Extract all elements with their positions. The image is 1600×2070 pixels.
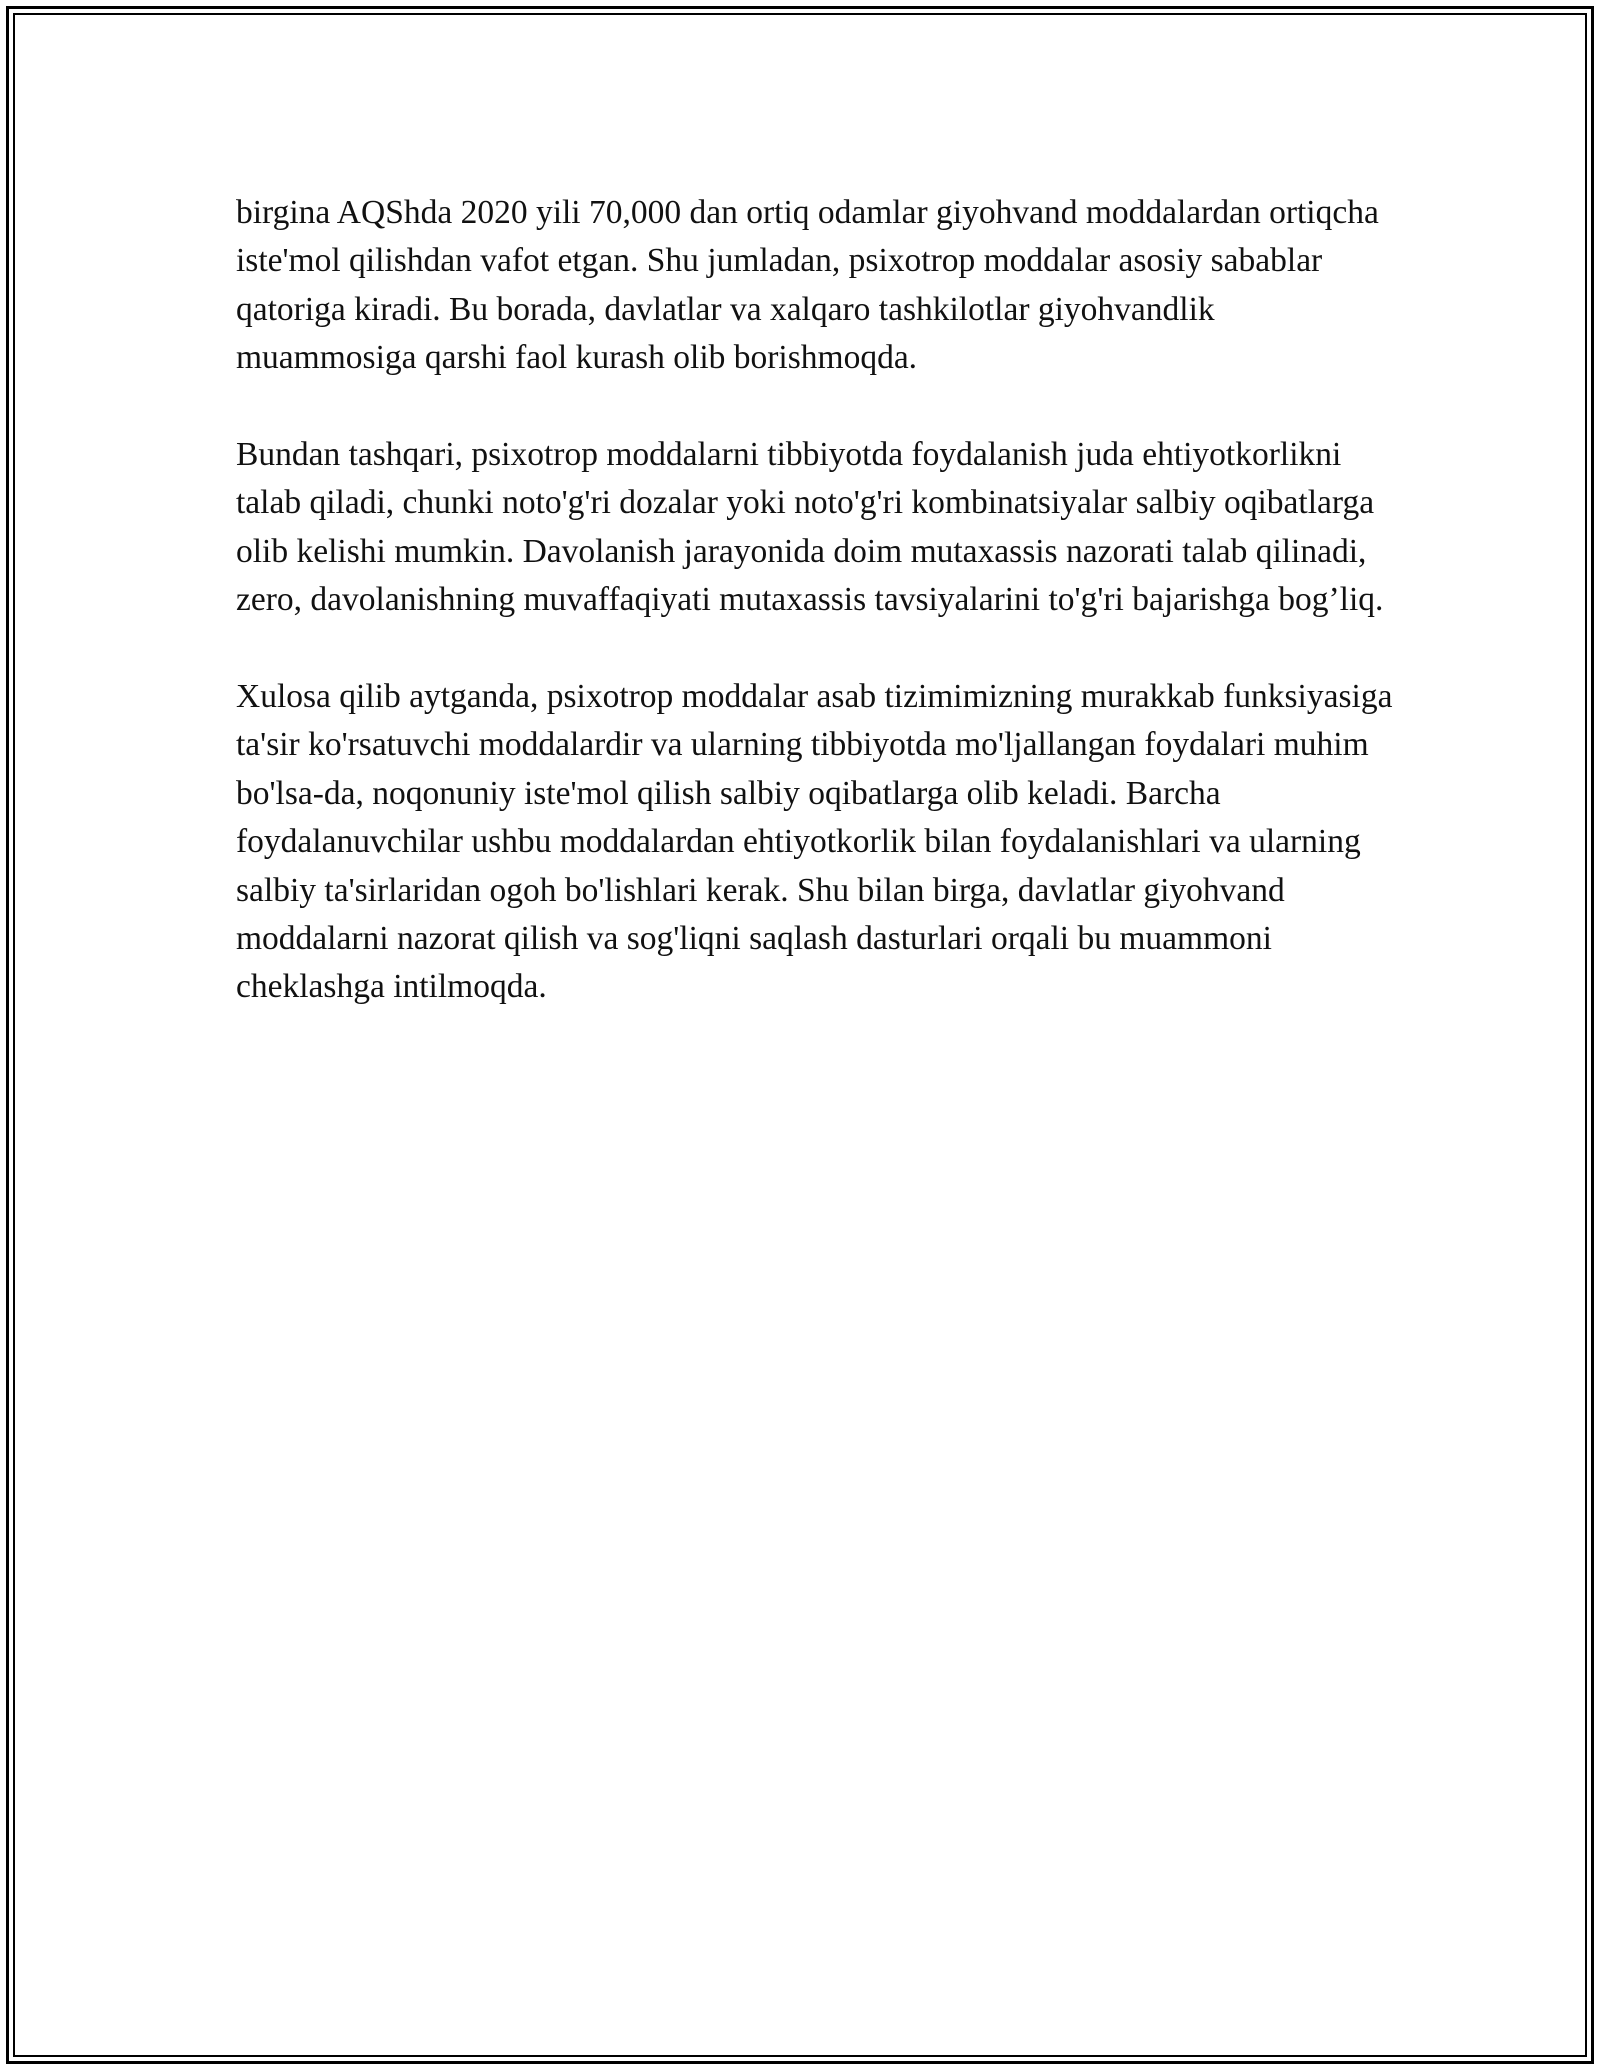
document-body bbox=[236, 189, 1396, 1060]
page-border bbox=[6, 6, 1594, 2064]
paragraph-2: Bundan tashqari, psixotrop moddalarni tibbiyotda foydalanish juda ehtiyotkorlikni talab qiladi, chunki noto'g'ri dozalar yoki noto'g'ri kombinatsiyalar salbiy oqibatlarga olib kelishi mumkin. Davolanish jarayonida doim mutaxassis nazorati talab qilinadi, zero, davolanishning muvaffaqiyati mutaxassis tavsiyalarini to'g'ri bajarishga bog’liq. bbox=[236, 436, 1384, 619]
paragraph-3: Xulosa qilib aytganda, psixotrop moddalar asab tizimimizning murakkab funksiyasiga ta'sir ko'rsatuvchi moddalardir va ularning tibbiyotda mo'ljallangan foydalari muhim bo'lsa-da, noqonuniy iste'mol qilish salbiy oqibatlarga olib keladi. Barcha foydalanuvchilar ushbu moddalardan ehtiyotkorlik bilan foydalanishlari va ularning salbiy ta'sirlaridan ogoh bo'lishlari kerak. Shu bilan birga, davlatlar giyohvand moddalarni nazorat qilish va sog'liqni saqlash dasturlari orqali bu muammoni cheklashga intilmoqda. bbox=[236, 678, 1393, 1006]
paragraph-1: birgina AQShda 2020 yili 70,000 dan ortiq odamlar giyohvand moddalardan ortiqcha iste'mol qilishdan vafot etgan. Shu jumladan, psixotrop moddalar asosiy sabablar qatoriga kiradi. Bu borada, davlatlar va xalqaro tashkilotlar giyohvandlik muammosiga qarshi faol kurash olib borishmoqda. bbox=[236, 194, 1379, 377]
